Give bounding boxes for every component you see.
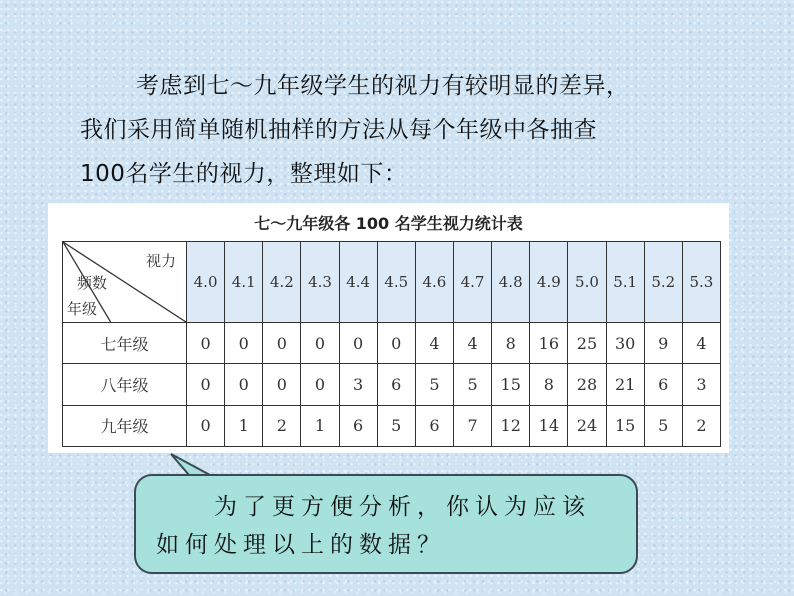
frequency-cell: 30 xyxy=(606,323,644,364)
frequency-cell: 24 xyxy=(568,405,606,446)
grade-label-cell: 九年级 xyxy=(63,405,187,446)
grade-label-cell: 七年级 xyxy=(63,323,187,364)
header-row xyxy=(63,242,721,323)
frequency-cell: 6 xyxy=(415,405,453,446)
vision-header-cell: 4.0 xyxy=(187,242,225,323)
frequency-cell: 0 xyxy=(225,364,263,405)
vision-header-cell: 4.3 xyxy=(301,242,339,323)
frequency-cell: 5 xyxy=(644,405,682,446)
frequency-cell: 2 xyxy=(263,405,301,446)
table-row xyxy=(63,364,721,405)
vision-header-cell: 4.4 xyxy=(339,242,377,323)
callout-line-1: 为了更方便分析，你认为应该 xyxy=(214,494,591,520)
vision-header-cell: 5.0 xyxy=(568,242,606,323)
frequency-cell: 0 xyxy=(377,323,415,364)
frequency-cell: 0 xyxy=(187,323,225,364)
vision-header-cell: 5.2 xyxy=(644,242,682,323)
corner-label-frequency: 频数 xyxy=(77,274,108,292)
frequency-cell: 1 xyxy=(225,405,263,446)
frequency-cell: 15 xyxy=(606,405,644,446)
frequency-cell: 15 xyxy=(492,364,530,405)
vision-header-cell: 4.1 xyxy=(225,242,263,323)
frequency-cell: 3 xyxy=(682,364,720,405)
callout-pointer-mask xyxy=(172,478,222,484)
intro-line-3: 100名学生的视力，整理如下： xyxy=(80,161,408,187)
frequency-cell: 0 xyxy=(187,405,225,446)
frequency-cell: 4 xyxy=(415,323,453,364)
frequency-cell: 5 xyxy=(453,364,491,405)
frequency-cell: 0 xyxy=(263,323,301,364)
vision-header-cell: 4.7 xyxy=(453,242,491,323)
vision-header-cell: 5.3 xyxy=(682,242,720,323)
vision-header-cell: 4.8 xyxy=(492,242,530,323)
intro-paragraph xyxy=(80,64,720,196)
frequency-cell: 16 xyxy=(530,323,568,364)
table-title: 七～九年级各 100 名学生视力统计表 xyxy=(254,214,523,233)
frequency-cell: 9 xyxy=(644,323,682,364)
frequency-cell: 4 xyxy=(453,323,491,364)
vision-table-panel xyxy=(48,203,729,453)
frequency-cell: 0 xyxy=(187,364,225,405)
intro-line-2: 我们采用简单随机抽样的方法从每个年级中各抽查 xyxy=(80,117,597,143)
frequency-cell: 4 xyxy=(682,323,720,364)
table-row xyxy=(63,323,721,364)
frequency-cell: 7 xyxy=(453,405,491,446)
frequency-cell: 21 xyxy=(606,364,644,405)
question-callout xyxy=(134,474,638,574)
frequency-cell: 6 xyxy=(644,364,682,405)
frequency-cell: 8 xyxy=(530,364,568,405)
vision-header-cell: 5.1 xyxy=(606,242,644,323)
grade-label-cell: 八年级 xyxy=(63,364,187,405)
corner-label-grade: 年级 xyxy=(67,300,98,318)
frequency-cell: 5 xyxy=(377,405,415,446)
frequency-cell: 14 xyxy=(530,405,568,446)
frequency-cell: 12 xyxy=(492,405,530,446)
table-row xyxy=(63,405,721,446)
vision-header-cell: 4.6 xyxy=(415,242,453,323)
corner-label-vision: 视力 xyxy=(145,252,176,270)
frequency-cell: 8 xyxy=(492,323,530,364)
frequency-cell: 25 xyxy=(568,323,606,364)
vision-header-cell: 4.5 xyxy=(377,242,415,323)
vision-statistics-table xyxy=(62,241,721,447)
vision-header-cell: 4.9 xyxy=(530,242,568,323)
vision-header-cell: 4.2 xyxy=(263,242,301,323)
corner-header-cell xyxy=(63,242,187,323)
frequency-cell: 6 xyxy=(377,364,415,405)
frequency-cell: 6 xyxy=(339,405,377,446)
callout-line-2: 如何处理以上的数据？ xyxy=(156,532,446,558)
frequency-cell: 2 xyxy=(682,405,720,446)
frequency-cell: 0 xyxy=(225,323,263,364)
intro-line-1: 考虑到七～九年级学生的视力有较明显的差异， xyxy=(136,73,630,99)
frequency-cell: 0 xyxy=(301,323,339,364)
frequency-cell: 0 xyxy=(301,364,339,405)
frequency-cell: 5 xyxy=(415,364,453,405)
frequency-cell: 0 xyxy=(339,323,377,364)
frequency-cell: 1 xyxy=(301,405,339,446)
frequency-cell: 0 xyxy=(263,364,301,405)
frequency-cell: 28 xyxy=(568,364,606,405)
frequency-cell: 3 xyxy=(339,364,377,405)
